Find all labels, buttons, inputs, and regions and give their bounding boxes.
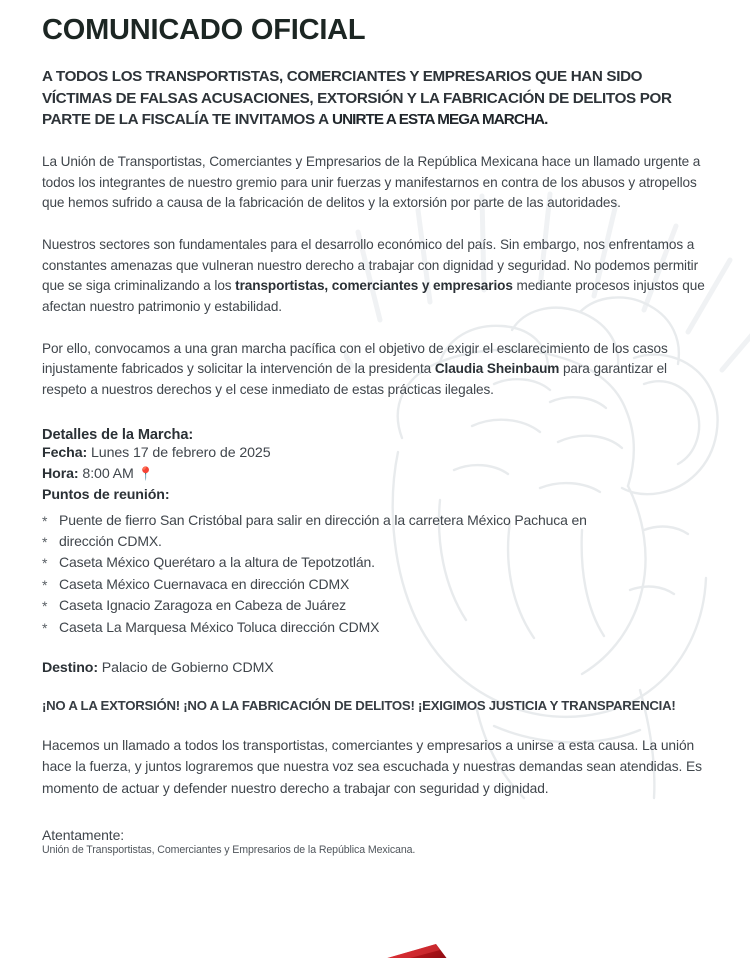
list-item xyxy=(42,552,708,573)
lede-paragraph xyxy=(42,66,690,131)
bullet-glyph: * xyxy=(42,534,48,551)
list-item xyxy=(42,617,708,638)
list-item-label: Caseta La Marquesa México Toluca dirección CDMX xyxy=(59,618,380,635)
paragraph-2-emphasis: transportistas, comerciantes y empresarios xyxy=(235,278,513,294)
list-item xyxy=(42,595,708,616)
list-item-label: dirección CDMX. xyxy=(59,533,162,550)
signature-organization: Unión de Transportistas, Comerciantes y Empresarios de la República Mexicana. xyxy=(42,844,416,857)
paragraph-3-part-b: para garantizar el respeto a nuestros derechos y el cese inmediato de estas prácticas ilegales. xyxy=(42,361,667,397)
bullet-glyph: * xyxy=(42,619,48,636)
list-item-label: Puente de fierro San Cristóbal para salir en dirección a la carretera México Pachuca en xyxy=(59,511,587,528)
destination-value: Palacio de Gobierno CDMX xyxy=(101,660,274,677)
meeting-points-list xyxy=(42,510,708,638)
detail-time-value: 8:00 AM xyxy=(82,465,134,482)
bullet-glyph: * xyxy=(42,555,48,572)
paragraph-3-emphasis: Claudia Sheinbaum xyxy=(434,361,560,377)
detail-date-label: Fecha: xyxy=(42,444,88,461)
march-details-heading: Detalles de la Marcha: xyxy=(42,426,194,443)
bullet-glyph: * xyxy=(42,576,48,593)
destination-label: Destino: xyxy=(42,660,98,677)
location-pin-icon: 📍 xyxy=(137,465,154,481)
closing-paragraph: Hacemos un llamado a todos los transportistas, comerciantes y empresarios a unirse a esta causa. La unión hace la fuerza, y juntos lograremos que nuestra voz sea escuchada y nuestras demandas sean atendidas. Es momento de actuar y defender nuestro derecho a trabajar con seguridad y dignidad. xyxy=(42,738,702,796)
list-item xyxy=(42,510,708,531)
paragraph-2-part-b: mediante procesos injustos que afectan nuestro patrimonio y estabilidad. xyxy=(42,278,705,314)
list-item-label: Caseta México Querétaro a la altura de Tepotzotlán. xyxy=(59,554,375,571)
detail-date xyxy=(42,443,708,464)
list-item-label: Caseta México Cuernavaca en dirección CDMX xyxy=(59,575,350,592)
page-title: COMUNICADO OFICIAL xyxy=(42,14,366,46)
detail-time-label: Hora: xyxy=(42,465,79,482)
list-item xyxy=(42,531,708,552)
bullet-glyph: * xyxy=(42,598,48,615)
red-ribbon-corner xyxy=(318,938,448,958)
lede-text: A TODOS LOS TRANSPORTISTAS, COMERCIANTES Y EMPRESARIOS QUE HAN SIDO VÍCTIMAS DE FALSAS ACUSACIONES, EXTORSIÓN Y LA FABRICACIÓN DE DELITOS POR PARTE DE LA FISCALÍA TE INVITAMOS A xyxy=(42,67,672,129)
destination-line xyxy=(42,660,708,676)
lede-emphasis: UNIRTE A ESTA MEGA MARCHA. xyxy=(332,111,548,129)
body-paragraph-1: La Unión de Transportistas, Comerciantes y Empresarios de la República Mexicana hace un llamado urgente a todos los integrantes de nuestro gremio para unir fuerzas y manifestarnos en contra de los abusos y atropellos que hemos sufrido a causa de la fabricación de delitos y la extorsión por parte de las autoridades. xyxy=(42,154,701,211)
detail-date-value: Lunes 17 de febrero de 2025 xyxy=(90,444,271,461)
list-item-label: Caseta Ignacio Zaragoza en Cabeza de Juárez xyxy=(59,597,346,614)
list-item xyxy=(42,574,708,595)
detail-time xyxy=(42,464,708,485)
signature-label: Atentamente: xyxy=(42,827,125,844)
paragraph-2-part-a: Nuestros sectores son fundamentales para el desarrollo económico del país. Sin embargo, nos enfrentamos a constantes amenazas que vulneran nuestro derecho a trabajar con dignidad y seguridad. No podemos permitir que se siga criminalizando a los xyxy=(42,236,698,294)
bullet-glyph: * xyxy=(42,512,48,529)
body-paragraph-3 xyxy=(42,339,708,401)
body-paragraph-2 xyxy=(42,235,708,318)
paragraph-3-part-a: Por ello, convocamos a una gran marcha pacífica con el objetivo de exigir el esclarecimiento de los casos injustamente fabricados y solicitar la intervención de la presidenta xyxy=(42,340,668,377)
slogan-line: ¡NO A LA EXTORSIÓN! ¡NO A LA FABRICACIÓN DE DELITOS! ¡EXIGIMOS JUSTICIA Y TRANSPARENCIA! xyxy=(42,698,676,714)
meeting-points-heading: Puntos de reunión: xyxy=(42,486,170,503)
